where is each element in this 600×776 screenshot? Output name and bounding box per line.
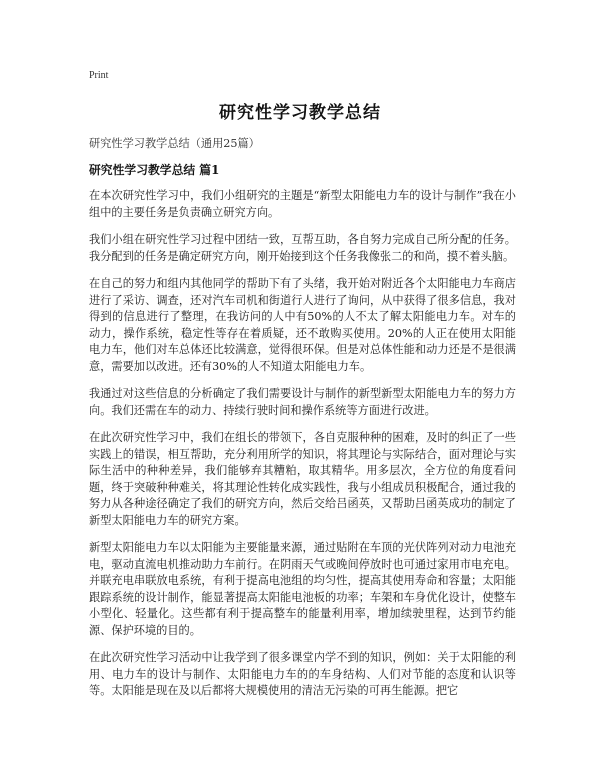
section-heading: 研究性学习教学总结 篇1	[89, 162, 220, 177]
paragraph: 在自己的努力和组内其他同学的帮助下有了头绪，我开始对附近各个太阳能电力车商店进行了采访、调查，还对汽车司机和街道行人进行了询问，从中获得了很多信息，我对得到的信息进行了整理，在我访问的人中有50%的人不太了解太阳能电力车。对车的动力，操作系统，稳定性等存在着质疑，还不敢购买使用。20%的人正在使用太阳能电力车，他们对车总体还比较满意，觉得很环保。但是对总体性能和动力还是不是很满意，需要加以改进。还有30%的人不知道太阳能电力车。	[89, 277, 516, 373]
paragraph: 在本次研究性学习中，我们小组研究的主题是“新型太阳能电力车的设计与制作”我在小组中的主要任务是负责确立研究方向。	[89, 189, 516, 219]
paragraph: 在此次研究性学习活动中让我学到了很多课堂内学不到的知识，例如：关于太阳能的利用、电力车的设计与制作、太阳能电力车的的车身结构、人们对节能的态度和认识等等。太阳能是现在及以后都将大规模使用的清洁无污染的可再生能源。把它	[89, 651, 516, 697]
paragraph: 我通过对这些信息的分析确定了我们需要设计与制作的新型新型太阳能电力车的努力方向。我们还需在车的动力、持续行驶时间和操作系统等方面进行改进。	[89, 387, 516, 417]
document-body	[89, 136, 516, 711]
paragraph: 在此次研究性学习中，我们在组长的带领下，各自克服种种的困难，及时的纠正了一些实践上的错误，相互帮助，充分利用所学的知识，将其理论与实际结合，面对理论与实际生活中的种种差异，我们能够弃其糟粕，取其精华。用多层次，全方位的角度看问题，终于突破种种难关，将其理论性转化成实践性，我与小组成员积极配合，通过我的努力从各种途径确定了我们的研究方向，然后交给吕函英，又帮助吕函英成功的制定了新型太阳能电力车的研究方案。	[89, 431, 516, 527]
page-title: 研究性学习教学总结	[219, 103, 381, 123]
print-label: Print	[89, 70, 109, 81]
paragraph: 我们小组在研究性学习过程中团结一致，互帮互助，各自努力完成自己所分配的任务。我分配到的任务是确定研究方向，刚开始接到这个任务我像张二的和尚，摸不着头脑。	[89, 233, 516, 263]
document-subtitle: 研究性学习教学总结（通用25篇）	[89, 137, 260, 150]
paragraph: 新型太阳能电力车以太阳能为主要能量来源，通过贴附在车顶的光伏阵列对动力电池充电，驱动直流电机推动助力车前行。在阴雨天气或晚间停放时也可通过家用市电充电。并联充电串联放电系统，有利于提高电池组的均匀性，提高其使用寿命和容量；太阳能跟踪系统的设计制作，能显著提高太阳能电池板的功率；车架和车身优化设计，使整车小型化、轻量化。这些都有利于提高整车的能量利用率，增加续驶里程，达到节约能源、保护环境的目的。	[89, 541, 516, 637]
